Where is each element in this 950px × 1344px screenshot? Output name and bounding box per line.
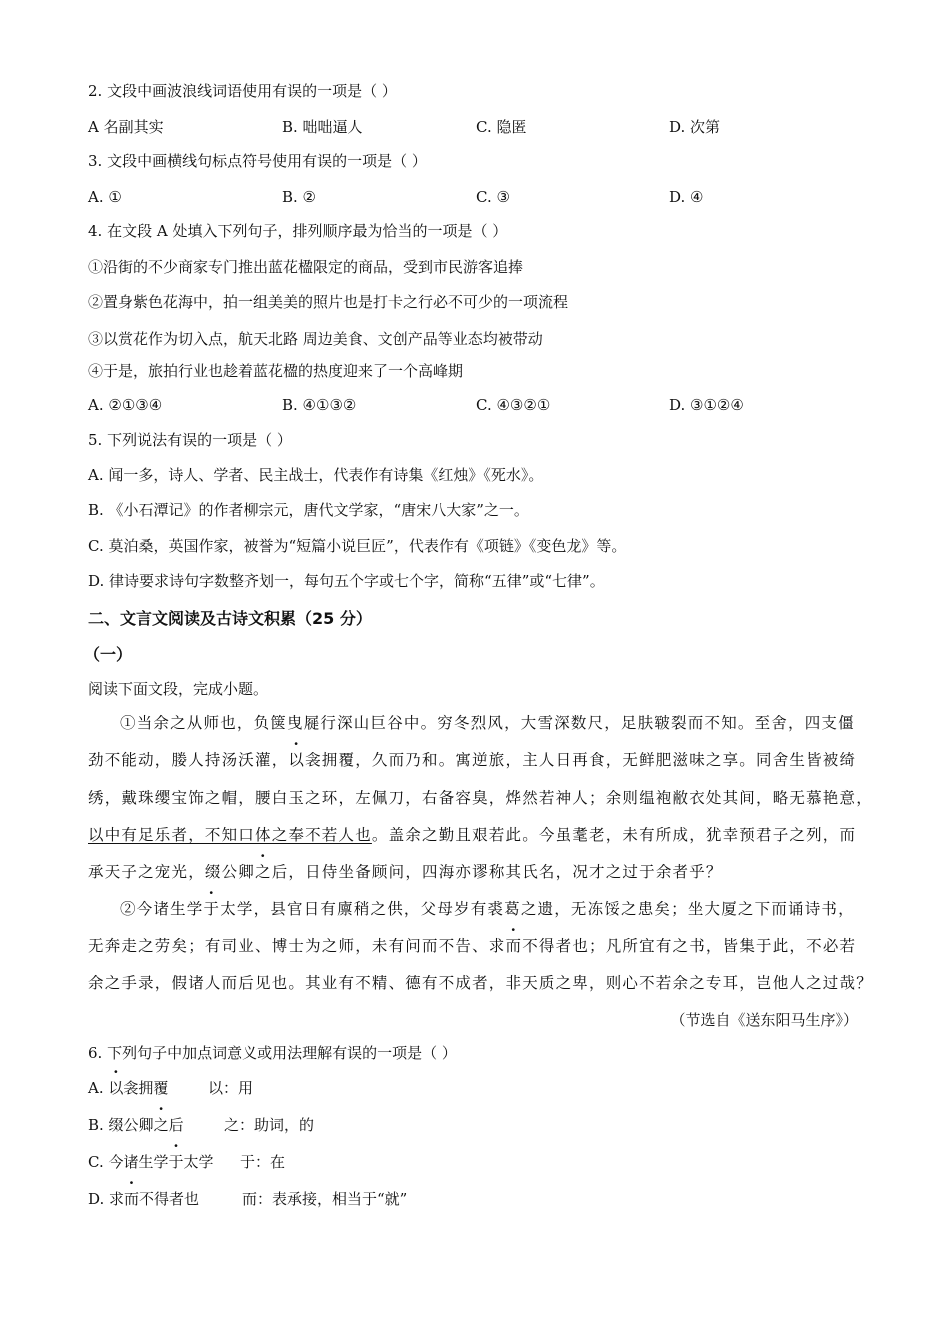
- emphasis-dot-char: 于: [168, 1153, 184, 1171]
- q5-option-c: C. 莫泊桑，英国作家，被誉为“短篇小说巨匠”，代表作有《项链》《变色龙》等。: [88, 537, 627, 555]
- passage-p1-line2: 劲不能动，媵人持汤沃灌，以衾拥覆，久而乃和。寓逆旅，主人日再食，无鲜肥滋味之享。同舍生皆被绮: [88, 751, 857, 769]
- emphasis-dot-char: 于: [203, 900, 221, 918]
- q5-option-a: A. 闻一多，诗人、学者、民主战士，代表作有诗集《红烛》《死水》。: [88, 466, 544, 484]
- q2-option-b: B. 咄咄逼人: [282, 118, 363, 136]
- q6-stem: 6. 下列句子中加点词意义或用法理解有误的一项是（ ）: [88, 1044, 457, 1062]
- passage-p1-line4: 以中有足乐者，不知口体之奉不若人也。盖余之勤且艰若此。今虽耄老，未有所成，犹幸预君子之列，而: [88, 826, 857, 844]
- reading-instruction: 阅读下面文段，完成小题。: [88, 680, 269, 698]
- passage-p2-line3: 余之手录，假诸人而后见也。其业有不精、德有不成者，非天质之卑，则心不若余之专耳，岂他人之过哉？: [88, 974, 873, 992]
- emphasis-dot-char: 而: [505, 937, 523, 955]
- q3-option-d: D. ④: [669, 188, 704, 206]
- q6-option-c-gloss: 于：在: [240, 1153, 286, 1171]
- q2-option-d: D. 次第: [669, 118, 721, 136]
- q4-option-c: C. ④③②①: [476, 396, 551, 414]
- passage-p2-line1: ②今诸生学于太学，县官日有廪稍之供，父母岁有裘葛之遗，无冻馁之患矣；坐大厦之下而诵诗书，: [120, 900, 855, 918]
- passage-source: （节选自《送东阳马生序》）: [670, 1011, 858, 1029]
- section-title: 二、文言文阅读及古诗文积累（25 分）: [88, 609, 372, 628]
- q3-stem: 3. 文段中画横线句标点符号使用有误的一项是（ ）: [88, 152, 427, 170]
- emphasis-dot-char: 之: [255, 863, 272, 881]
- passage-p1-line3: 绣，戴珠缨宝饰之帽，腰白玉之环，左佩刀，右备容臭，烨然若神人；余则缊袍敝衣处其间，略无慕艳意，: [88, 789, 873, 807]
- passage-p1-line5: 承天子之宠光，缀公卿之后，日侍坐备顾问，四海亦谬称其氏名，况才之过于余者乎？: [88, 863, 723, 881]
- passage-p1-line1: ①当余之从师也，负箧曳屣行深山巨谷中。穷冬烈风，大雪深数尺，足肤皲裂而不知。至舍，四支僵: [120, 714, 855, 732]
- q2-stem: 2. 文段中画波浪线词语使用有误的一项是（ ）: [88, 82, 397, 100]
- q3-option-c: C. ③: [476, 188, 510, 206]
- underlined-sentence: 以中有足乐者，不知口体之奉不若人也: [88, 826, 372, 844]
- q6-option-d: D. 求而不得者也: [88, 1190, 200, 1208]
- subsection-title: （一）: [84, 645, 133, 664]
- q6-option-d-gloss: 而：表承接，相当于“就”: [242, 1190, 408, 1208]
- q4-sentence-4: ④于是，旅拍行业也趁着蓝花楹的热度迎来了一个高峰期: [88, 362, 464, 380]
- q4-option-a: A. ②①③④: [88, 396, 163, 414]
- emphasis-dot-char: 以: [108, 1079, 124, 1097]
- q4-option-d: D. ③①②④: [669, 396, 744, 414]
- q6-option-a: A. 以衾拥覆: [88, 1079, 169, 1097]
- emphasis-dot-char: 以: [288, 751, 306, 769]
- passage-p2-line2: 无奔走之劳矣；有司业、博士为之师，未有问而不告、求而不得者也；凡所宜有之书，皆集于此，不必若: [88, 937, 857, 955]
- q6-option-b: B. 缀公卿之后: [88, 1116, 184, 1134]
- q3-option-b: B. ②: [282, 188, 317, 206]
- q5-option-b: B. 《小石潭记》的作者柳宗元，唐代文学家，“唐宋八大家”之一。: [88, 501, 529, 519]
- q4-sentence-3: ③以赏花作为切入点，航天北路 周边美食、文创产品等业态均被带动: [88, 330, 543, 348]
- q5-option-d: D. 律诗要求诗句字数整齐划一，每句五个字或七个字，简称“五律”或“七律”。: [88, 572, 605, 590]
- q2-option-c: C. 隐匿: [476, 118, 527, 136]
- q4-stem: 4. 在文段 A 处填入下列句子，排列顺序最为恰当的一项是（ ）: [88, 222, 508, 240]
- q6-option-c: C. 今诸生学于太学: [88, 1153, 214, 1171]
- q4-sentence-2: ②置身紫色花海中，拍一组美美的照片也是打卡之行必不可少的一项流程: [88, 293, 569, 311]
- q5-stem: 5. 下列说法有误的一项是（ ）: [88, 431, 292, 449]
- emphasis-dot-char: 之: [153, 1116, 169, 1134]
- q6-option-a-gloss: 以：用: [208, 1079, 254, 1097]
- q4-sentence-1: ①沿街的不少商家专门推出蓝花楹限定的商品，受到市民游客追捧: [88, 258, 524, 276]
- q4-option-b: B. ④①③②: [282, 396, 357, 414]
- q2-option-a: A 名副其实: [88, 118, 164, 136]
- q6-option-b-gloss: 之：助词，的: [224, 1116, 315, 1134]
- q3-option-a: A. ①: [88, 188, 122, 206]
- emphasis-dot-char: 而: [124, 1190, 140, 1208]
